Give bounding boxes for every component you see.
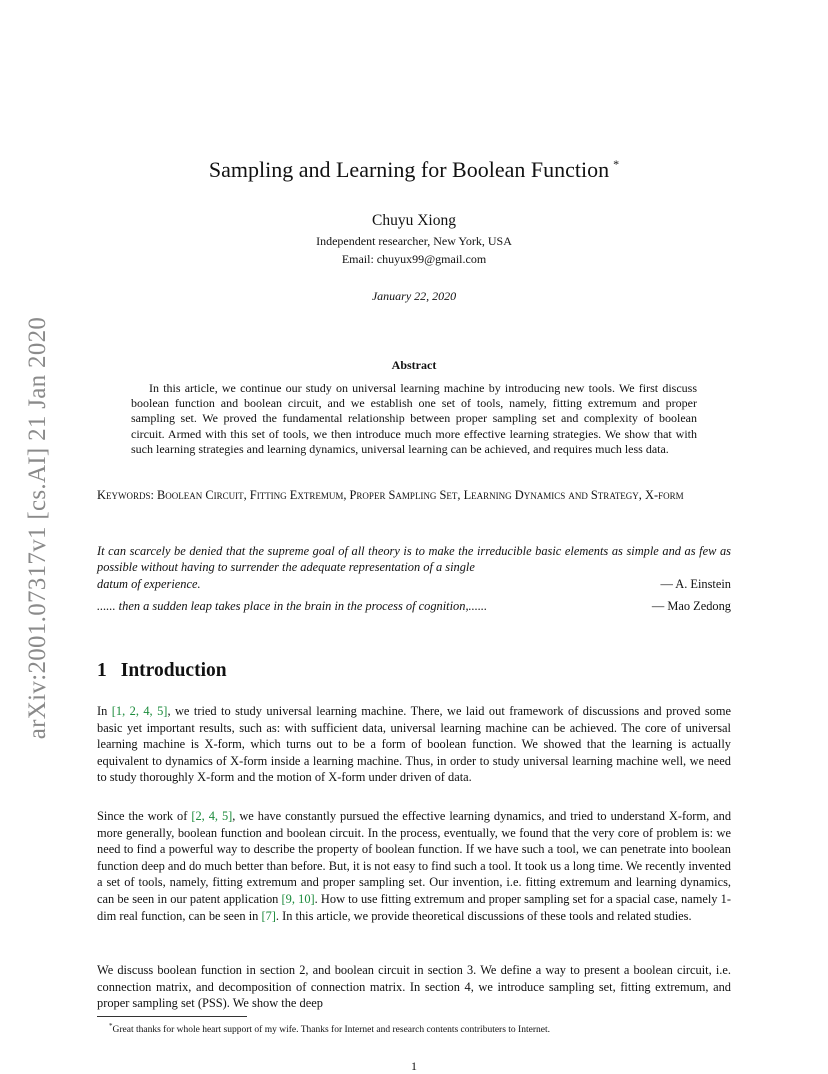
text-run: In — [97, 704, 112, 718]
text-run: , we have constantly pursued the effective learning dynamics, and tried to understand X-form, and more generally, boolean function and boolean circuit. In the process, eventually, we found that the very core of problem is: we need to find a powerful way to describe the property of boolean function. If we have such a tool, we can penetrate into boolean function deep and do much better than before. But, it is not easy to find such a tool. It took us a long time. We recently invented a set of tools, namely, fitting extremum and proper sampling set. Our invention, i.e. fitting extremum and learning dynamics, can be seen in our patent application — [97, 809, 732, 906]
epigraph-mao-text: ...... then a sudden leap takes place in the brain in the process of cognition,...... — [97, 599, 488, 613]
author-name: Chuyu Xiong — [372, 212, 456, 229]
epigraph-einstein-text: It can scarcely be denied that the supreme goal of all theory is to make the irreducible basic elements as simple and as few as possible without having to surrender the adequate representation of a single — [97, 544, 731, 575]
text-run: , we tried to study universal learning machine. There, we laid out framework of discussions and proved some basic yet important results, such as: with sufficient data, universal learning machine can be achieved. The core of universal learning machine is X-form, which turns out to be a form of boolean function. We showed that the learning is actually equivalent to dynamics of X-form inside a learning machine. Thus, in order to study universal learning machine well, we need to study thoroughly X-form and the motion of X-form under driven of data. — [97, 704, 732, 785]
title-footnote-mark: * — [613, 157, 620, 171]
citation-link[interactable]: [7] — [261, 908, 276, 923]
intro-paragraph-1 — [97, 703, 731, 786]
section-number: 1 — [97, 660, 107, 681]
title-text: Sampling and Learning for Boolean Function — [208, 157, 610, 182]
footnote-mark: * — [109, 1022, 113, 1030]
intro-paragraph-2 — [97, 808, 731, 924]
abstract-heading: Abstract — [391, 358, 437, 372]
keywords: Keywords: Boolean Circuit, Fitting Extremum, Proper Sampling Set, Learning Dynamics and Strategy, X-form — [97, 488, 684, 502]
section-heading — [97, 660, 227, 682]
section-title: Introduction — [120, 660, 227, 681]
footnote-text: Great thanks for whole heart support of my wife. Thanks for Internet and research contents contributers to Internet. — [112, 1025, 550, 1036]
text-run: . How to use fitting extremum and proper sampling set for a spacial case, namely 1-dim real function, can be seen in — [97, 891, 731, 923]
paper-date: January 22, 2020 — [371, 289, 457, 303]
author-affiliation: Independent researcher, New York, USA — [316, 234, 512, 248]
epigraph-einstein-text-end: datum of experience. — [97, 576, 201, 591]
epigraph-mao — [97, 598, 731, 614]
intro-paragraph-3: We discuss boolean function in section 2, and boolean circuit in section 3. We define a way to present a boolean circuit, i.e. connection matrix, and decomposition of connection matrix. In section 4, we introduce sampling set, fitting extremum, and proper sampling set (PSS). We show the deep — [97, 963, 731, 1011]
page-number: 1 — [411, 1059, 417, 1073]
footnote — [97, 1020, 743, 1036]
epigraph-einstein-attribution: — A. Einstein — [660, 576, 731, 591]
citation-link[interactable]: [1, 2, 4, 5] — [111, 704, 168, 718]
citation-link[interactable]: [9, 10] — [281, 891, 315, 906]
citation-link[interactable]: [2, 4, 5] — [191, 809, 233, 823]
author-email: Email: chuyux99@gmail.com — [341, 252, 487, 266]
text-run: Since the work of — [97, 809, 192, 823]
paper-title — [0, 157, 828, 183]
text-run: . In this article, we provide theoretical discussions of these tools and related studies. — [275, 908, 692, 923]
abstract-text: In this article, we continue our study on universal learning machine by introducing new tools. We first discuss boolean function and boolean circuit, and we establish one set of tools, namely, fitting extremum and proper sampling set. We proved the fundamental relationship between proper sampling set and complexity of boolean circuit. Armed with this set of tools, we then introduce much more effective learning strategies. We show that with such learning strategies and learning dynamics, universal learning can be achieved, and requires much less data. — [131, 381, 697, 456]
arxiv-side-stamp: arXiv:2001.07317v1 [cs.AI] 21 Jan 2020 — [24, 316, 51, 740]
epigraph-einstein — [97, 543, 731, 592]
epigraph-mao-attribution: — Mao Zedong — [651, 599, 731, 613]
footnote-rule — [97, 1016, 247, 1017]
